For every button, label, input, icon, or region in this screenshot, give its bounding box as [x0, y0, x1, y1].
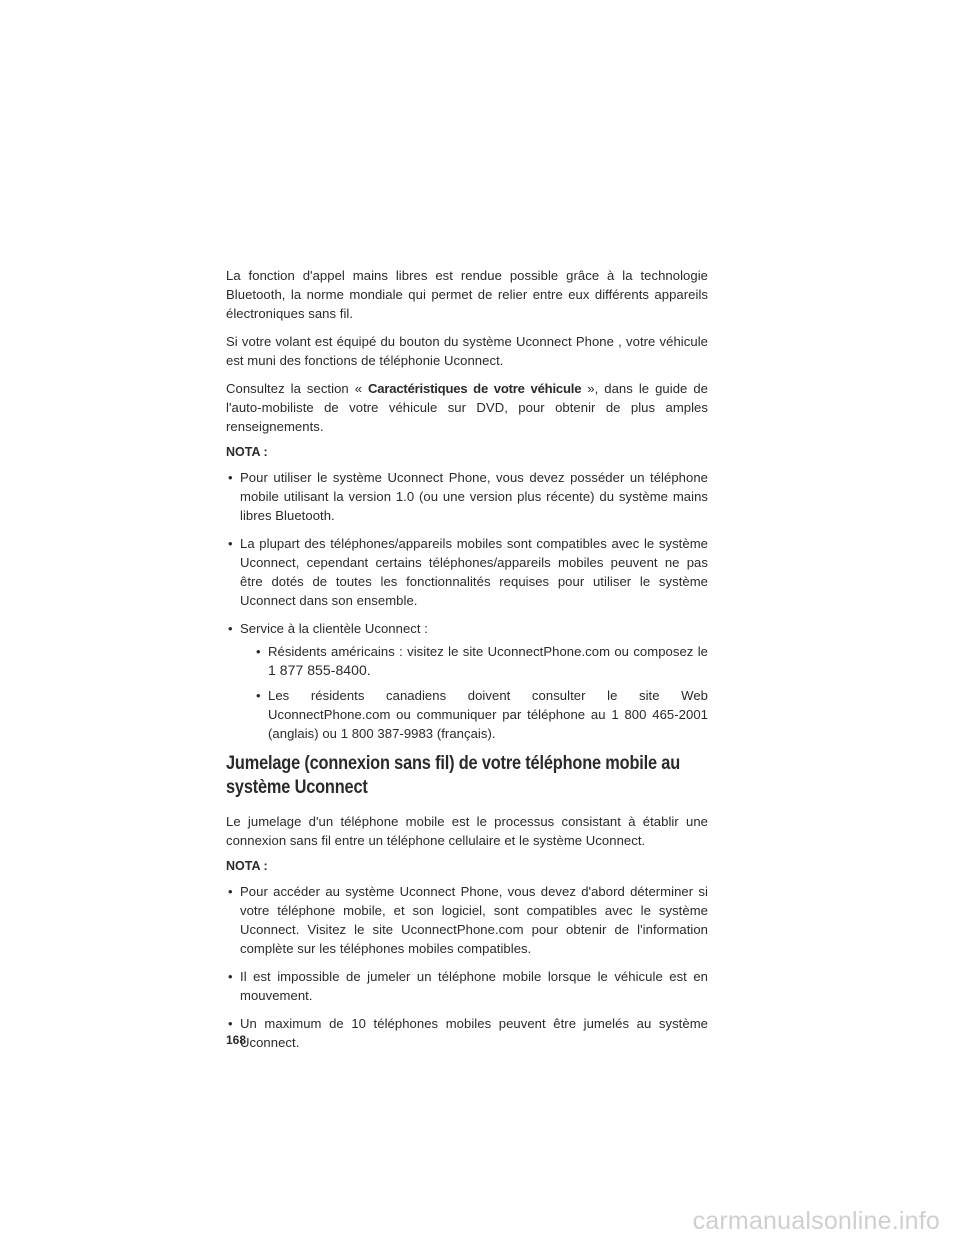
us-phone-number: 1 877 855-8400.	[268, 662, 371, 678]
bullet-icon: •	[256, 688, 261, 703]
bullet-icon: •	[256, 644, 261, 659]
nota-list	[226, 468, 708, 743]
watermark-logo: carmanualsonline.info	[692, 1207, 940, 1235]
section-body: Le jumelage d'un téléphone mobile est le processus consistant à établir une connexion sans fil entre un téléphone cellulaire et le système Uconnect.	[226, 814, 708, 848]
us-support-text: Résidents américains : visitez le site UconnectPhone.com ou composez le 1 877 855-8400.	[268, 644, 708, 678]
intro-paragraph-1: La fonction d'appel mains libres est rendue possible grâce à la technologie Bluetooth, la norme mondiale qui permet de relier entre eux différents appareils électroniques sans fil.	[226, 268, 708, 321]
page-number: 168	[226, 1033, 247, 1047]
list-item-text: Un maximum de 10 téléphones mobiles peuvent être jumelés au système Uconnect.	[240, 1016, 708, 1050]
nota-list-2	[226, 882, 708, 1052]
list-item-text: Il est impossible de jumeler un téléphone mobile lorsque le véhicule est en mouvement.	[240, 969, 708, 1003]
bullet-icon: •	[228, 969, 233, 984]
sub-list-item	[254, 686, 708, 743]
intro-paragraph-3	[226, 379, 708, 436]
list-item	[226, 534, 708, 610]
list-item-text: Pour utiliser le système Uconnect Phone, vous devez posséder un téléphone mobile utilisant la version 1.0 (ou une version plus récente) du système mains libres Bluetooth.	[240, 470, 708, 523]
list-item	[226, 882, 708, 958]
bullet-icon: •	[228, 621, 233, 636]
ca-support-text: Les résidents canadiens doivent consulter le site Web UconnectPhone.com ou communiquer par téléphone au 1 800 465-2001 (anglais) ou 1 800 387-9983 (français).	[268, 688, 708, 741]
section-heading: Jumelage (connexion sans fil) de votre téléphone mobile au système Uconnect	[226, 753, 680, 798]
list-item	[226, 967, 708, 1005]
bullet-icon: •	[228, 470, 233, 485]
intro-p3-after: », dans le guide de l'auto-mobiliste de votre véhicule sur DVD, pour obtenir de plus amples renseignements.	[226, 381, 708, 434]
sub-list	[240, 642, 708, 743]
list-item	[226, 468, 708, 525]
nota-label: NOTA :	[226, 445, 268, 459]
nota-label-2: NOTA :	[226, 859, 268, 873]
bullet-icon: •	[228, 884, 233, 899]
list-item-text: Service à la clientèle Uconnect :	[240, 621, 428, 636]
sub-list-item	[254, 642, 708, 680]
list-item	[226, 1014, 708, 1052]
list-item-text: Pour accéder au système Uconnect Phone, vous devez d'abord déterminer si votre téléphone mobile, et son logiciel, sont compatibles avec le système Uconnect. Visitez le site UconnectPhone.com pour obtenir de l'information complète sur les téléphones mobiles compatibles.	[240, 884, 708, 956]
list-item-text: La plupart des téléphones/appareils mobiles sont compatibles avec le système Uconnect, cependant certains téléphones/appareils mobiles peuvent ne pas être dotés de toutes les fonctionnalités requises pour utiliser le système Uconnect dans son ensemble.	[240, 536, 708, 608]
intro-paragraph-2: Si votre volant est équipé du bouton du système Uconnect Phone , votre véhicule est muni des fonctions de téléphonie Uconnect.	[226, 334, 708, 368]
text-column	[226, 266, 708, 1061]
list-item	[226, 619, 708, 743]
bullet-icon: •	[228, 1016, 233, 1031]
bullet-icon: •	[228, 536, 233, 551]
section-reference: Caractéristiques de votre véhicule	[368, 381, 582, 396]
intro-p3-before: Consultez la section «	[226, 381, 369, 396]
